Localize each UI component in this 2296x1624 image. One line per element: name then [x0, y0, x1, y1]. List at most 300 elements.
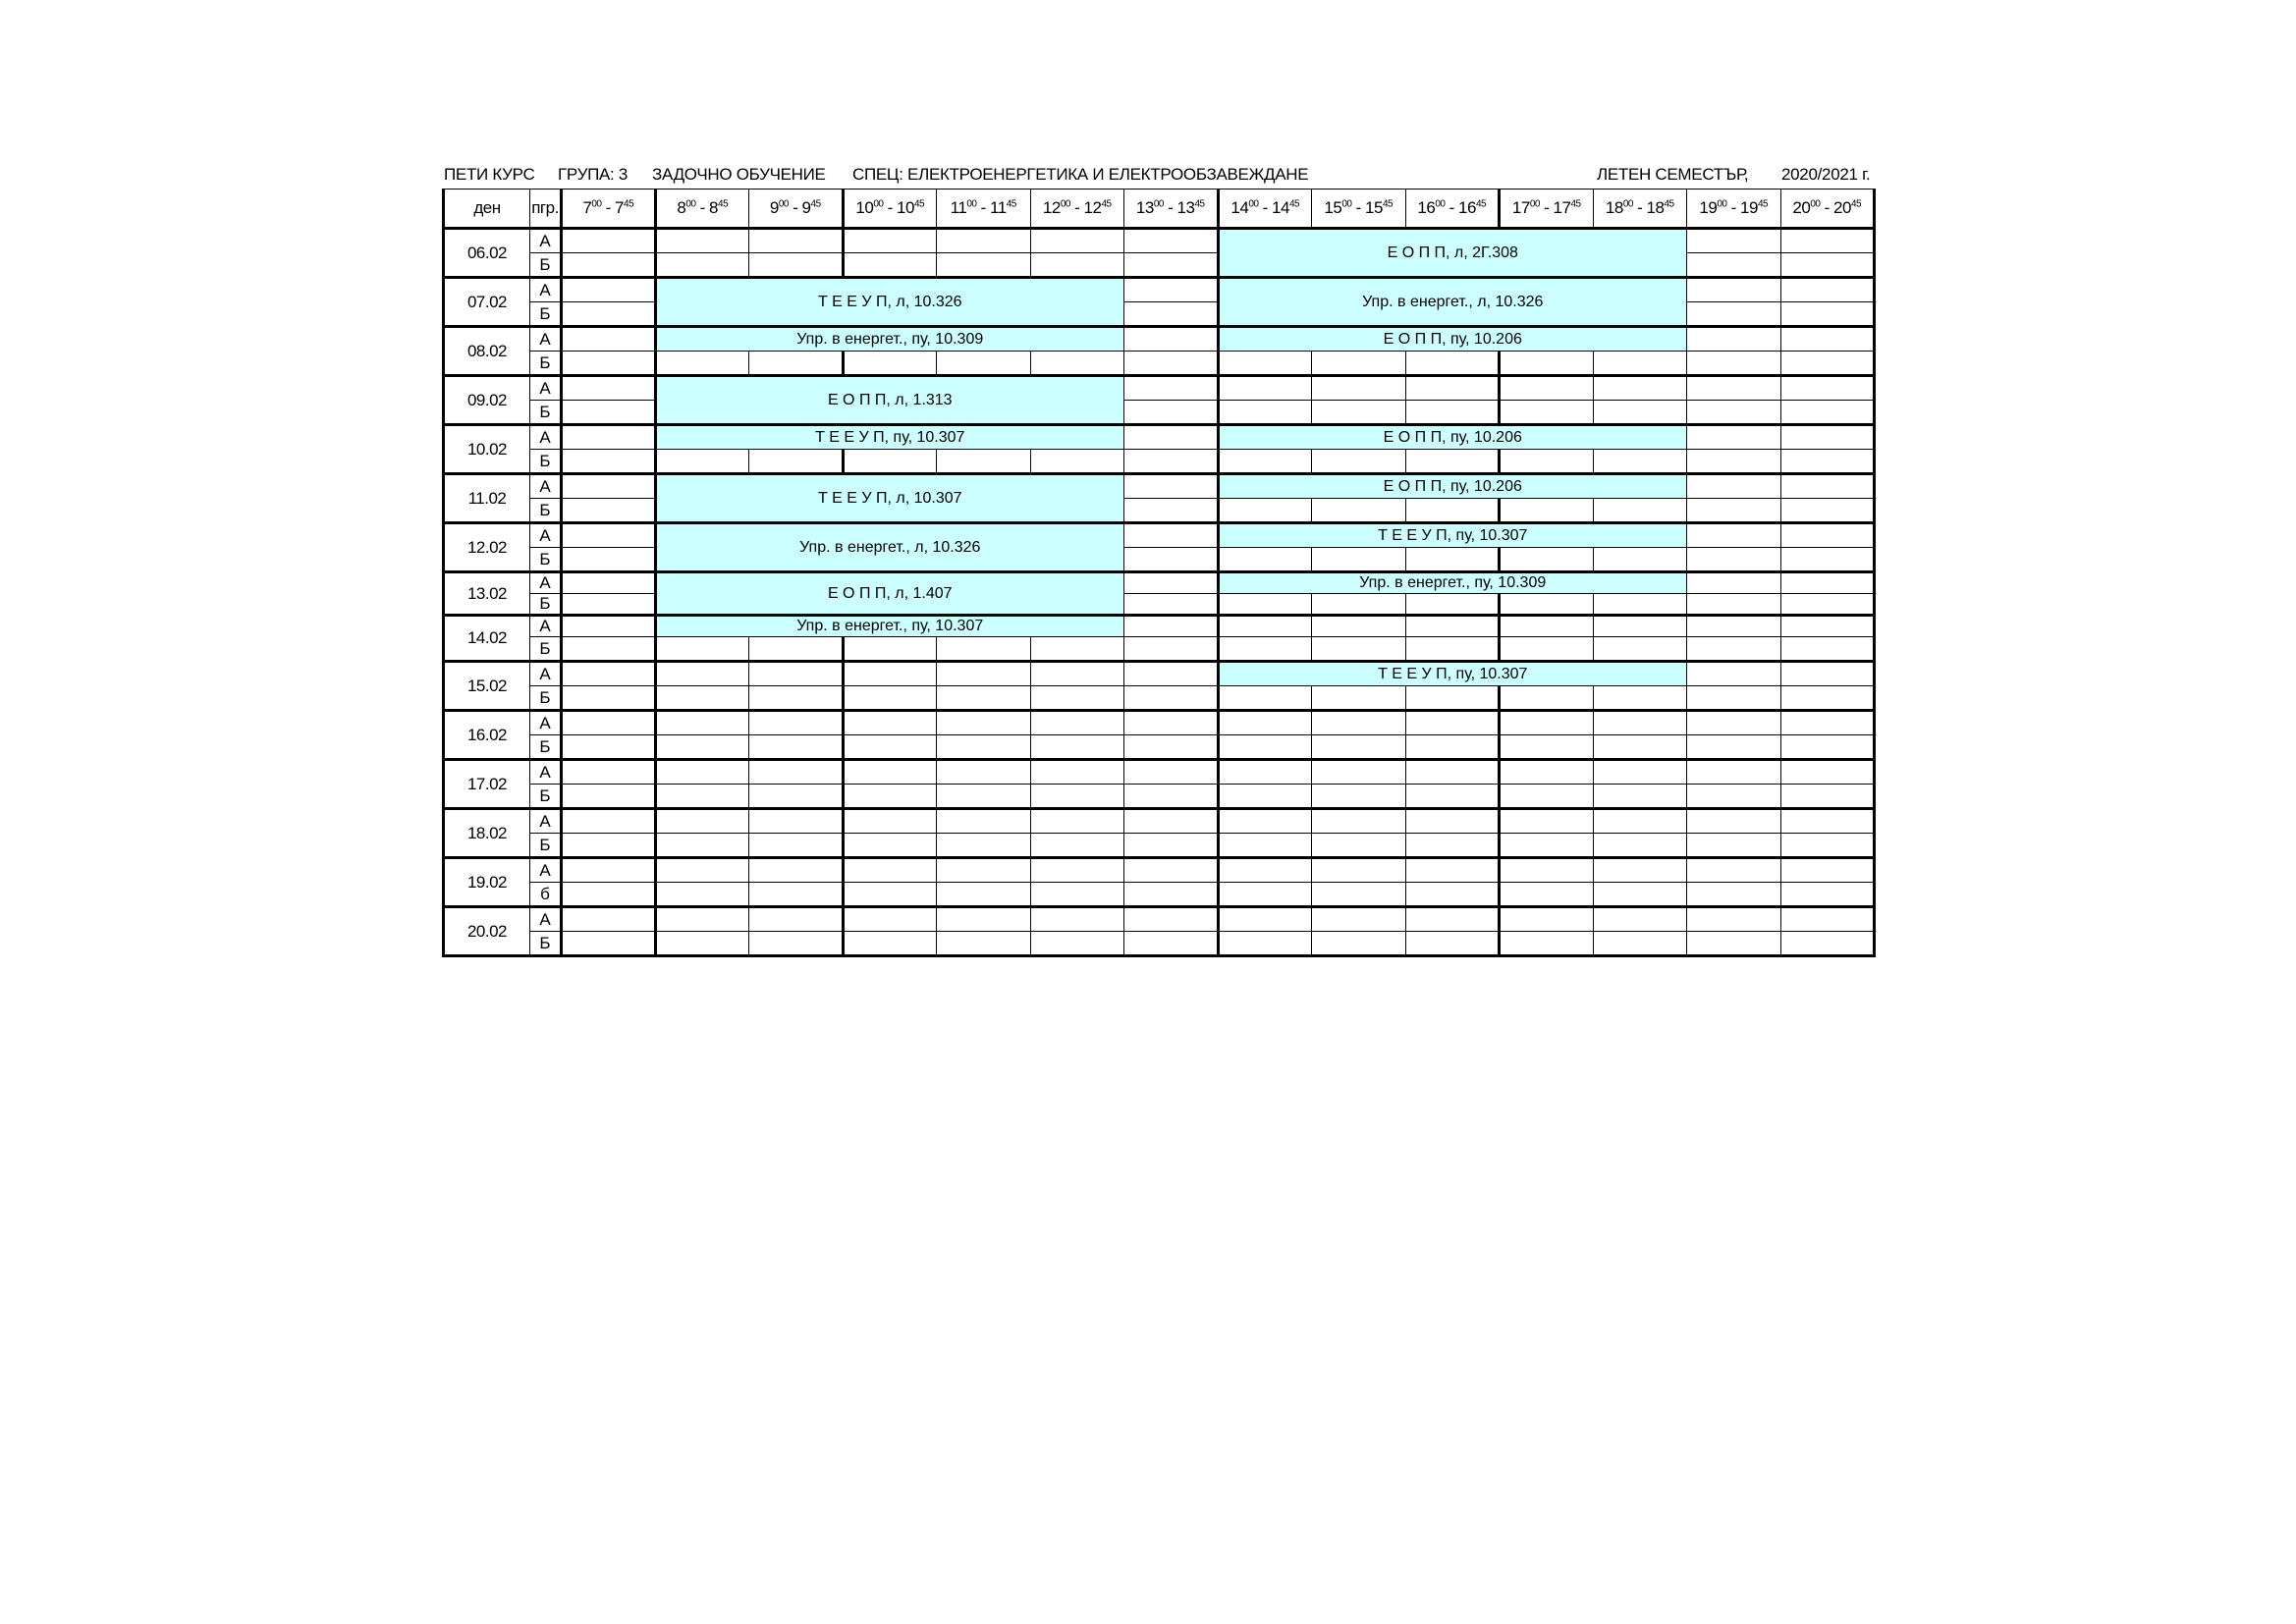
empty-slot: [1030, 352, 1124, 376]
empty-slot: [749, 229, 844, 253]
empty-slot: [1405, 858, 1500, 883]
schedule-row: [444, 278, 1875, 302]
empty-slot: [1687, 450, 1781, 474]
empty-slot: [1124, 523, 1219, 548]
empty-slot: [1124, 499, 1219, 523]
empty-slot: [1593, 376, 1687, 401]
empty-slot: [562, 425, 656, 450]
slot-end-minutes: 45: [913, 198, 925, 210]
slot-end-hour: 17: [1553, 198, 1571, 217]
time-slot-header: $20^{00} - 20^{45}$: [1780, 189, 1875, 229]
class-session[interactable]: Е О П П, пу, 10.206: [1218, 474, 1687, 499]
empty-slot: [1687, 686, 1781, 711]
slot-end-hour: 16: [1458, 198, 1476, 217]
empty-slot: [1312, 760, 1406, 785]
empty-slot: [843, 253, 937, 278]
empty-slot: [843, 760, 937, 785]
empty-slot: [655, 883, 749, 907]
empty-slot: [1780, 425, 1875, 450]
empty-slot: [1500, 785, 1594, 809]
empty-slot: [1593, 616, 1687, 637]
time-slot-header: $19^{00} - 19^{45}$: [1687, 189, 1781, 229]
empty-slot: [1687, 425, 1781, 450]
subgroup-cell: А: [530, 474, 562, 499]
empty-slot: [1124, 711, 1219, 735]
empty-slot: [1218, 809, 1312, 834]
empty-slot: [1780, 450, 1875, 474]
schedule-table: [442, 189, 1876, 957]
empty-slot: [1500, 352, 1594, 376]
subgroup-cell: Б: [530, 548, 562, 572]
empty-slot: [1687, 809, 1781, 834]
empty-slot: [1312, 499, 1406, 523]
class-session[interactable]: Упр. в енергет., пу, 10.309: [1218, 572, 1687, 594]
empty-slot: [1687, 278, 1781, 302]
slot-start-hour: 14: [1230, 198, 1249, 217]
empty-slot: [749, 907, 844, 932]
empty-slot: [1312, 637, 1406, 662]
subgroup-cell: А: [530, 760, 562, 785]
empty-slot: [655, 858, 749, 883]
class-session[interactable]: Т Е Е У П, л, 10.307: [655, 474, 1124, 523]
subgroup-cell: А: [530, 616, 562, 637]
empty-slot: [1687, 302, 1781, 327]
empty-slot: [1405, 637, 1500, 662]
slot-end-minutes: 45: [1194, 198, 1205, 210]
empty-slot: [1593, 858, 1687, 883]
empty-slot: [843, 785, 937, 809]
empty-slot: [1405, 401, 1500, 425]
empty-slot: [1593, 907, 1687, 932]
schedule-table-container: [442, 189, 1876, 957]
empty-slot: [1030, 711, 1124, 735]
empty-slot: [1593, 760, 1687, 785]
empty-slot: [937, 907, 1031, 932]
slot-end-minutes: 45: [718, 198, 729, 210]
empty-slot: [937, 229, 1031, 253]
subgroup-cell: А: [530, 858, 562, 883]
subgroup-cell: Б: [530, 450, 562, 474]
day-date-cell: 20.02: [444, 907, 530, 956]
class-session[interactable]: Т Е Е У П, пу, 10.307: [1218, 523, 1687, 548]
slot-end-minutes: 45: [1382, 198, 1394, 210]
empty-slot: [1218, 548, 1312, 572]
empty-slot: [1218, 785, 1312, 809]
subgroup-cell: А: [530, 809, 562, 834]
empty-slot: [1593, 401, 1687, 425]
empty-slot: [1124, 735, 1219, 760]
empty-slot: [1405, 450, 1500, 474]
empty-slot: [655, 686, 749, 711]
empty-slot: [937, 637, 1031, 662]
empty-slot: [562, 474, 656, 499]
schedule-row: [444, 686, 1875, 711]
empty-slot: [655, 760, 749, 785]
empty-slot: [1124, 327, 1219, 352]
schedule-row: [444, 637, 1875, 662]
empty-slot: [843, 686, 937, 711]
subgroup-cell: Б: [530, 253, 562, 278]
empty-slot: [562, 253, 656, 278]
empty-slot: [562, 523, 656, 548]
empty-slot: [1780, 229, 1875, 253]
empty-slot: [1218, 499, 1312, 523]
day-date-cell: 18.02: [444, 809, 530, 858]
slot-start-hour: 13: [1135, 198, 1154, 217]
empty-slot: [1312, 858, 1406, 883]
empty-slot: [1124, 376, 1219, 401]
empty-slot: [1405, 834, 1500, 858]
empty-slot: [655, 834, 749, 858]
empty-slot: [1500, 450, 1594, 474]
empty-slot: [1780, 834, 1875, 858]
slot-end-minutes: 45: [1664, 198, 1674, 210]
empty-slot: [1780, 735, 1875, 760]
subgroup-cell: А: [530, 425, 562, 450]
empty-slot: [1687, 760, 1781, 785]
slot-end-hour: 11: [990, 198, 1007, 217]
academic-year-label: 2020/2021 г.: [1781, 165, 1871, 184]
empty-slot: [1687, 637, 1781, 662]
empty-slot: [1500, 637, 1594, 662]
subgroup-cell: А: [530, 572, 562, 594]
empty-slot: [1124, 474, 1219, 499]
empty-slot: [1124, 253, 1219, 278]
empty-slot: [1405, 907, 1500, 932]
empty-slot: [1780, 662, 1875, 686]
empty-slot: [1780, 548, 1875, 572]
class-session[interactable]: Упр. в енергет., л, 10.326: [1218, 278, 1687, 327]
empty-slot: [1687, 594, 1781, 616]
empty-slot: [1124, 401, 1219, 425]
schedule-row: [444, 809, 1875, 834]
empty-slot: [1030, 858, 1124, 883]
slot-start-hour: 16: [1417, 198, 1436, 217]
schedule-row: [444, 711, 1875, 735]
subgroup-column-header: пгр.: [530, 189, 562, 229]
empty-slot: [1405, 376, 1500, 401]
empty-slot: [1780, 253, 1875, 278]
slot-end-hour: 7: [615, 198, 625, 217]
empty-slot: [1218, 376, 1312, 401]
subgroup-cell: Б: [530, 785, 562, 809]
time-slot-header: $8^{00} - 8^{45}$: [655, 189, 749, 229]
slot-start-minutes: 00: [1435, 198, 1446, 210]
time-slot-header: $7^{00} - 7^{45}$: [562, 189, 656, 229]
empty-slot: [1030, 686, 1124, 711]
time-slot-header: $11^{00} - 11^{45}$: [937, 189, 1031, 229]
empty-slot: [1780, 809, 1875, 834]
empty-slot: [1687, 572, 1781, 594]
empty-slot: [1780, 711, 1875, 735]
empty-slot: [937, 809, 1031, 834]
empty-slot: [843, 809, 937, 834]
class-session[interactable]: Т Е Е У П, л, 10.326: [655, 278, 1124, 327]
empty-slot: [1593, 686, 1687, 711]
empty-slot: [1312, 401, 1406, 425]
slot-end-minutes: 45: [810, 198, 821, 210]
empty-slot: [937, 858, 1031, 883]
schedule-row: [444, 474, 1875, 499]
time-slot-header: $14^{00} - 14^{45}$: [1218, 189, 1312, 229]
day-date-cell: 10.02: [444, 425, 530, 474]
empty-slot: [1780, 760, 1875, 785]
day-date-cell: 19.02: [444, 858, 530, 907]
empty-slot: [1593, 809, 1687, 834]
class-session[interactable]: Упр. в енергет., л, 10.326: [655, 523, 1124, 572]
empty-slot: [749, 858, 844, 883]
empty-slot: [562, 548, 656, 572]
empty-slot: [1405, 809, 1500, 834]
empty-slot: [1500, 686, 1594, 711]
empty-slot: [1500, 401, 1594, 425]
schedule-header: [444, 163, 1878, 187]
empty-slot: [562, 401, 656, 425]
empty-slot: [1312, 785, 1406, 809]
empty-slot: [843, 352, 937, 376]
empty-slot: [1405, 352, 1500, 376]
empty-slot: [843, 883, 937, 907]
empty-slot: [1218, 760, 1312, 785]
class-session[interactable]: Упр. в енергет., пу, 10.309: [655, 327, 1124, 352]
empty-slot: [1593, 594, 1687, 616]
empty-slot: [1124, 637, 1219, 662]
empty-slot: [1218, 401, 1312, 425]
slot-end-hour: 10: [897, 198, 914, 217]
day-date-cell: 09.02: [444, 376, 530, 425]
empty-slot: [1687, 548, 1781, 572]
empty-slot: [1030, 253, 1124, 278]
day-date-cell: 13.02: [444, 572, 530, 616]
empty-slot: [1687, 883, 1781, 907]
empty-slot: [655, 229, 749, 253]
empty-slot: [1218, 735, 1312, 760]
empty-slot: [1124, 686, 1219, 711]
subgroup-cell: Б: [530, 302, 562, 327]
empty-slot: [1030, 932, 1124, 956]
empty-slot: [1218, 352, 1312, 376]
slot-start-hour: 8: [677, 198, 686, 217]
schedule-row: [444, 785, 1875, 809]
empty-slot: [562, 735, 656, 760]
time-slot-header: $16^{00} - 16^{45}$: [1405, 189, 1500, 229]
subgroup-cell: Б: [530, 637, 562, 662]
day-date-cell: 11.02: [444, 474, 530, 523]
empty-slot: [1405, 883, 1500, 907]
empty-slot: [1030, 760, 1124, 785]
empty-slot: [843, 229, 937, 253]
subgroup-cell: Б: [530, 352, 562, 376]
semester-label: ЛЕТЕН СЕМЕСТЪР,: [1597, 165, 1749, 184]
empty-slot: [1312, 548, 1406, 572]
slot-end-minutes: 45: [1006, 198, 1016, 210]
schedule-row: [444, 229, 1875, 253]
empty-slot: [1405, 499, 1500, 523]
empty-slot: [1780, 907, 1875, 932]
empty-slot: [1593, 785, 1687, 809]
empty-slot: [562, 229, 656, 253]
day-date-cell: 15.02: [444, 662, 530, 711]
empty-slot: [937, 760, 1031, 785]
empty-slot: [1780, 327, 1875, 352]
class-session[interactable]: Т Е Е У П, пу, 10.307: [1218, 662, 1687, 686]
empty-slot: [749, 883, 844, 907]
empty-slot: [1312, 809, 1406, 834]
empty-slot: [1500, 594, 1594, 616]
slot-end-hour: 9: [801, 198, 811, 217]
empty-slot: [749, 760, 844, 785]
empty-slot: [1500, 883, 1594, 907]
empty-slot: [937, 735, 1031, 760]
empty-slot: [1124, 425, 1219, 450]
empty-slot: [1124, 932, 1219, 956]
slot-start-minutes: 00: [778, 198, 789, 210]
slot-start-hour: 11: [950, 198, 967, 217]
class-session[interactable]: Е О П П, л, 2Г.308: [1218, 229, 1687, 278]
empty-slot: [1124, 278, 1219, 302]
subgroup-cell: А: [530, 523, 562, 548]
empty-slot: [1593, 834, 1687, 858]
slot-end-minutes: 45: [1475, 198, 1487, 210]
empty-slot: [1124, 785, 1219, 809]
empty-slot: [749, 253, 844, 278]
empty-slot: [1780, 686, 1875, 711]
empty-slot: [937, 253, 1031, 278]
empty-slot: [1124, 450, 1219, 474]
class-session[interactable]: Е О П П, пу, 10.206: [1218, 425, 1687, 450]
empty-slot: [1780, 637, 1875, 662]
schedule-row: [444, 883, 1875, 907]
slot-end-minutes: 45: [1570, 198, 1581, 210]
time-slot-header: $17^{00} - 17^{45}$: [1500, 189, 1594, 229]
schedule-row: [444, 834, 1875, 858]
empty-slot: [562, 809, 656, 834]
slot-start-hour: 17: [1511, 198, 1530, 217]
empty-slot: [843, 858, 937, 883]
empty-slot: [1687, 474, 1781, 499]
slot-start-hour: 20: [1792, 198, 1811, 217]
slot-start-minutes: 00: [1717, 198, 1727, 210]
slot-start-minutes: 00: [1622, 198, 1633, 210]
empty-slot: [1593, 932, 1687, 956]
empty-slot: [1500, 834, 1594, 858]
empty-slot: [1312, 594, 1406, 616]
empty-slot: [1312, 376, 1406, 401]
empty-slot: [562, 785, 656, 809]
empty-slot: [843, 450, 937, 474]
empty-slot: [749, 735, 844, 760]
slot-end-hour: 19: [1740, 198, 1758, 217]
empty-slot: [1687, 616, 1781, 637]
empty-slot: [1687, 711, 1781, 735]
empty-slot: [749, 932, 844, 956]
empty-slot: [749, 662, 844, 686]
empty-slot: [1780, 932, 1875, 956]
class-session[interactable]: Т Е Е У П, пу, 10.307: [655, 425, 1124, 450]
class-session[interactable]: Е О П П, пу, 10.206: [1218, 327, 1687, 352]
empty-slot: [1218, 932, 1312, 956]
specialty-label: СПЕЦ: ЕЛЕКТРОЕНЕРГЕТИКА И ЕЛЕКТРООБЗАВЕЖДАНЕ: [852, 165, 1309, 184]
empty-slot: [1500, 616, 1594, 637]
empty-slot: [749, 711, 844, 735]
empty-slot: [1780, 523, 1875, 548]
slot-start-minutes: 00: [685, 198, 696, 210]
time-slot-header: $13^{00} - 13^{45}$: [1124, 189, 1219, 229]
empty-slot: [1030, 637, 1124, 662]
slot-end-minutes: 45: [1101, 198, 1112, 210]
empty-slot: [1593, 548, 1687, 572]
empty-slot: [843, 834, 937, 858]
slot-end-hour: 15: [1365, 198, 1383, 217]
day-date-cell: 17.02: [444, 760, 530, 809]
empty-slot: [843, 662, 937, 686]
empty-slot: [749, 686, 844, 711]
empty-slot: [1124, 858, 1219, 883]
empty-slot: [1687, 401, 1781, 425]
empty-slot: [1780, 785, 1875, 809]
slot-start-minutes: 00: [1529, 198, 1540, 210]
empty-slot: [1405, 686, 1500, 711]
subgroup-cell: Б: [530, 499, 562, 523]
empty-slot: [562, 883, 656, 907]
empty-slot: [1218, 450, 1312, 474]
empty-slot: [1030, 662, 1124, 686]
empty-slot: [1780, 474, 1875, 499]
empty-slot: [562, 376, 656, 401]
slot-end-hour: 18: [1646, 198, 1665, 217]
empty-slot: [1405, 548, 1500, 572]
slot-start-hour: 12: [1042, 198, 1061, 217]
empty-slot: [1218, 637, 1312, 662]
class-session[interactable]: Упр. в енергет., пу, 10.307: [655, 616, 1124, 637]
empty-slot: [1312, 907, 1406, 932]
empty-slot: [1124, 809, 1219, 834]
class-session[interactable]: Е О П П, л, 1.313: [655, 376, 1124, 425]
subgroup-cell: А: [530, 711, 562, 735]
empty-slot: [562, 711, 656, 735]
empty-slot: [1218, 858, 1312, 883]
empty-slot: [1030, 229, 1124, 253]
empty-slot: [1780, 302, 1875, 327]
empty-slot: [1030, 907, 1124, 932]
empty-slot: [1780, 594, 1875, 616]
subgroup-cell: А: [530, 662, 562, 686]
empty-slot: [1124, 548, 1219, 572]
empty-slot: [1124, 229, 1219, 253]
class-session[interactable]: Е О П П, л, 1.407: [655, 572, 1124, 616]
empty-slot: [1593, 352, 1687, 376]
empty-slot: [749, 450, 844, 474]
slot-end-hour: 13: [1176, 198, 1195, 217]
empty-slot: [1405, 711, 1500, 735]
empty-slot: [655, 907, 749, 932]
empty-slot: [1405, 760, 1500, 785]
empty-slot: [1312, 834, 1406, 858]
slot-start-minutes: 00: [1248, 198, 1259, 210]
subgroup-cell: Б: [530, 594, 562, 616]
empty-slot: [1405, 785, 1500, 809]
schedule-row: [444, 662, 1875, 686]
time-slot-header: $10^{00} - 10^{45}$: [843, 189, 937, 229]
empty-slot: [1124, 616, 1219, 637]
empty-slot: [1687, 229, 1781, 253]
subgroup-cell: Б: [530, 735, 562, 760]
empty-slot: [1218, 834, 1312, 858]
empty-slot: [749, 785, 844, 809]
empty-slot: [1030, 834, 1124, 858]
empty-slot: [1124, 352, 1219, 376]
empty-slot: [562, 858, 656, 883]
